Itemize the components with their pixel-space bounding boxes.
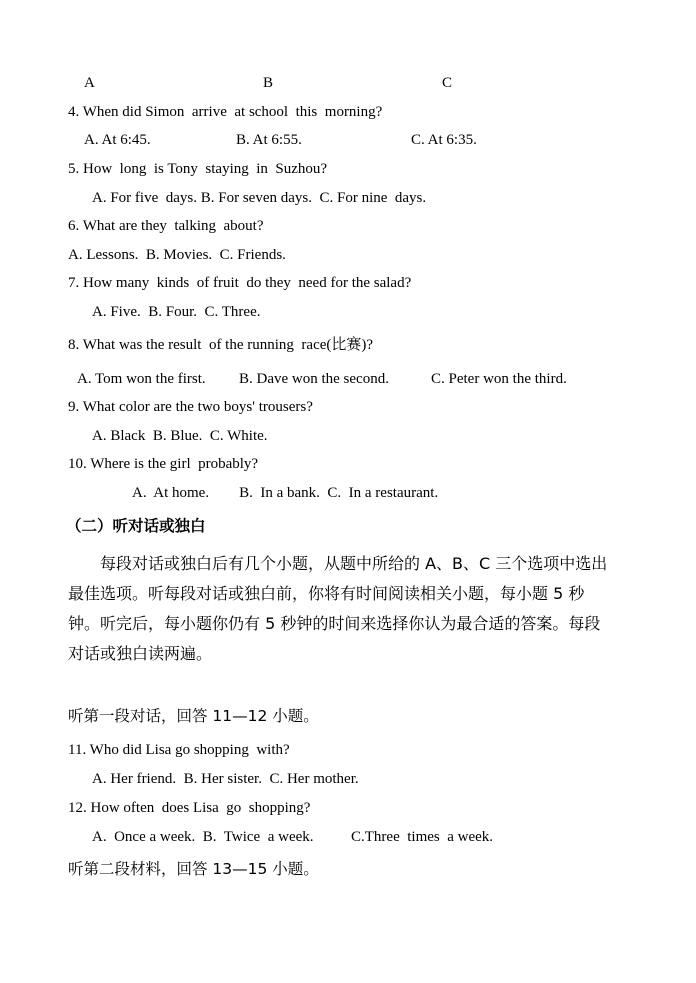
image-label-b: B	[263, 75, 274, 91]
q11-options: A. Her friend. B. Her sister. C. Her mother.	[92, 771, 359, 787]
q9-options: A. Black B. Blue. C. White.	[92, 428, 268, 444]
question-6: 6. What are they talking about?	[68, 218, 264, 234]
question-4: 4. When did Simon arrive at school this morning?	[68, 104, 383, 120]
question-7: 7. How many kinds of fruit do they need for the salad?	[68, 275, 412, 291]
question-5: 5. How long is Tony staying in Suzhou?	[68, 161, 328, 177]
question-8: 8. What was the result of the running race(比赛)?	[68, 337, 374, 353]
q8-option-a: A. Tom won the first.	[77, 371, 206, 387]
section-heading: （二）听对话或独白	[66, 517, 206, 535]
question-9: 9. What color are the two boys' trousers?	[68, 399, 313, 415]
question-12: 12. How often does Lisa go shopping?	[68, 800, 311, 816]
q12-options: A. Once a week. B. Twice a week. C.Three times a week.	[92, 829, 494, 845]
q8-option-c: C. Peter won the third.	[431, 371, 567, 387]
q7-options: A. Five. B. Four. C. Three.	[92, 304, 261, 320]
section-instructions: 每段对话或独白后有几个小题，从题中所给的 A、B、C 三个选项中选出最佳选项。听每段对话或独白前，你将有时间阅读相关小题，每小题 5 秒钟。听完后，每小题你仍有 5 秒钟的时间来选择你认为最合适的答案。每段对话或独白读两遍。	[68, 554, 608, 663]
question-11: 11. Who did Lisa go shopping with?	[68, 742, 290, 758]
image-label-c: C	[442, 75, 453, 91]
q4-option-a: A. At 6:45.	[84, 132, 151, 148]
q4-option-c: C. At 6:35.	[411, 132, 477, 148]
dialogue-1-intro: 听第一段对话，回答 11—12 小题。	[68, 707, 319, 725]
q5-options: A. For five days. B. For seven days. C. For nine days.	[92, 190, 427, 206]
dialogue-2-intro: 听第二段材料，回答 13—15 小题。	[68, 860, 319, 878]
question-10: 10. Where is the girl probably?	[68, 456, 259, 472]
q4-option-b: B. At 6:55.	[236, 132, 302, 148]
q10-options: A. At home. B. In a bank. C. In a restaurant.	[132, 485, 439, 501]
q8-option-b: B. Dave won the second.	[239, 371, 389, 387]
q6-options: A. Lessons. B. Movies. C. Friends.	[68, 247, 286, 263]
image-label-a: A	[84, 75, 95, 91]
